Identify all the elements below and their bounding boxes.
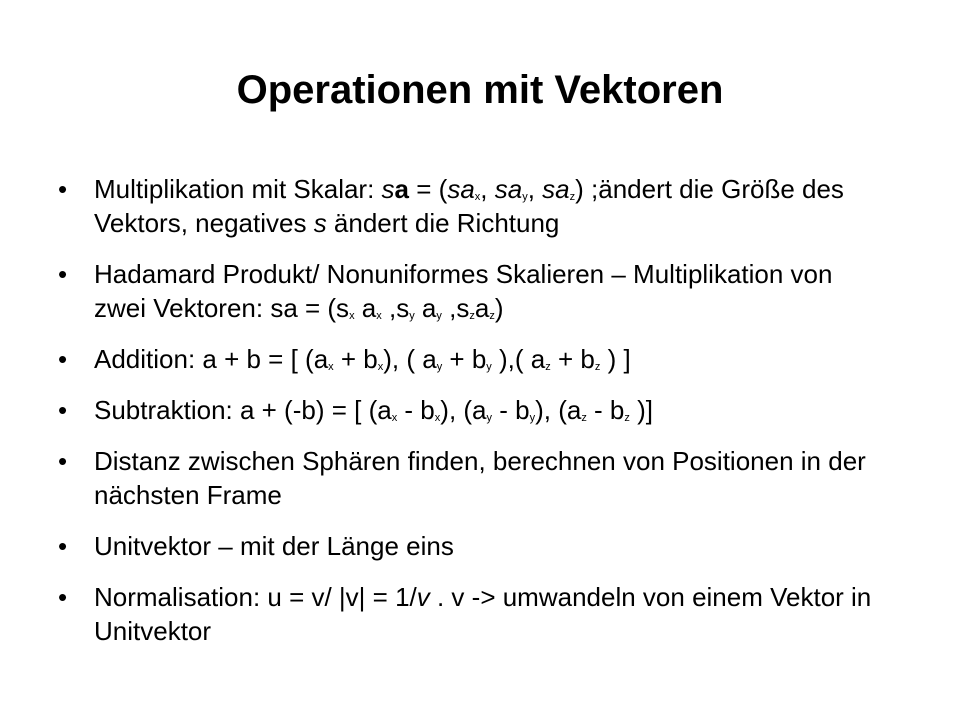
bullet-text: + b xyxy=(333,344,378,374)
subscript: x xyxy=(328,361,334,373)
subscript: y xyxy=(486,412,493,424)
slide-title: Operationen mit Vektoren xyxy=(236,68,724,112)
bullet-text: + b xyxy=(550,344,595,374)
bullet-text: sa xyxy=(542,174,570,204)
bullet-item-distanz xyxy=(58,444,878,512)
bullet-text: Hadamard Produkt/ Nonuniformes Skalieren – Multiplikation von zwei Vektoren: sa = (s xyxy=(94,259,833,323)
subscript: z xyxy=(569,191,576,203)
bullet-text: )] xyxy=(629,395,654,425)
bullet-text: sa xyxy=(447,174,475,204)
bullet-text: a xyxy=(354,293,377,323)
subscript: y xyxy=(522,191,528,203)
bullet-text: ) ] xyxy=(600,344,631,374)
bullet-text: Unitvektor – mit der Länge eins xyxy=(94,531,454,561)
bullet-text: ) xyxy=(494,293,504,323)
bullet-item-hadamard xyxy=(58,257,878,325)
bullet-text: a xyxy=(394,174,410,204)
subscript: z xyxy=(594,361,601,373)
subscript: y xyxy=(529,412,536,424)
bullet-text: s xyxy=(381,174,395,204)
bullet-text: , xyxy=(527,174,543,204)
bullet-item-normalisation xyxy=(58,580,878,648)
subscript: y xyxy=(409,310,415,322)
bullet-text: ) ;ändert die Größe des Vektors, negatives xyxy=(94,174,844,238)
bullet-text: Addition: a + b = [ (a xyxy=(94,344,329,374)
bullet-item-skalar xyxy=(58,172,878,240)
bullet-item-addition xyxy=(58,342,878,376)
bullet-text: Distanz zwischen Sphären finden, berechnen von Positionen in der nächsten Frame xyxy=(94,446,866,510)
subscript: x xyxy=(434,412,441,424)
subscript: z xyxy=(545,361,551,373)
bullet-text: ), (a xyxy=(535,395,582,425)
subscript: x xyxy=(474,191,481,203)
bullet-text: ,s xyxy=(381,293,410,323)
bullet-text: v xyxy=(416,582,430,612)
bullet-list xyxy=(58,172,878,665)
bullet-text: ändert die Richtung xyxy=(326,208,560,238)
bullet-text: s xyxy=(313,208,327,238)
bullet-text: a xyxy=(474,293,490,323)
bullet-text: sa xyxy=(494,174,523,204)
subscript: z xyxy=(489,310,495,322)
bullet-text: ), (a xyxy=(440,395,487,425)
subscript: z xyxy=(581,412,587,424)
bullet-text: ), ( a xyxy=(383,344,437,374)
subscript: z xyxy=(469,310,475,322)
bullet-item-subtraktion xyxy=(58,393,878,427)
subscript: x xyxy=(377,361,384,373)
subscript: x xyxy=(349,310,355,322)
subscript: y xyxy=(486,361,492,373)
bullet-text: , xyxy=(480,174,495,204)
subscript: x xyxy=(376,310,382,322)
bullet-text: ,s xyxy=(441,293,470,323)
bullet-text: + b xyxy=(442,344,487,374)
bullet-item-unitvektor xyxy=(58,529,878,563)
subscript: y xyxy=(436,361,443,373)
subscript: z xyxy=(624,412,630,424)
bullet-text: ),( a xyxy=(491,344,546,374)
bullet-text: - b xyxy=(397,395,435,425)
bullet-text: - b xyxy=(586,395,625,425)
bullet-text: Multiplikation mit Skalar: xyxy=(94,174,382,204)
bullet-text: - b xyxy=(492,395,530,425)
bullet-text: a xyxy=(414,293,437,323)
bullet-text: . v -> umwandeln von einem Vektor in Unitvektor xyxy=(94,582,872,646)
bullet-text: = ( xyxy=(409,174,448,204)
subscript: x xyxy=(391,412,398,424)
subscript: y xyxy=(436,310,442,322)
bullet-text: Subtraktion: a + (-b) = [ (a xyxy=(94,395,392,425)
bullet-text: Normalisation: u = v/ |v| = 1/ xyxy=(94,582,417,612)
